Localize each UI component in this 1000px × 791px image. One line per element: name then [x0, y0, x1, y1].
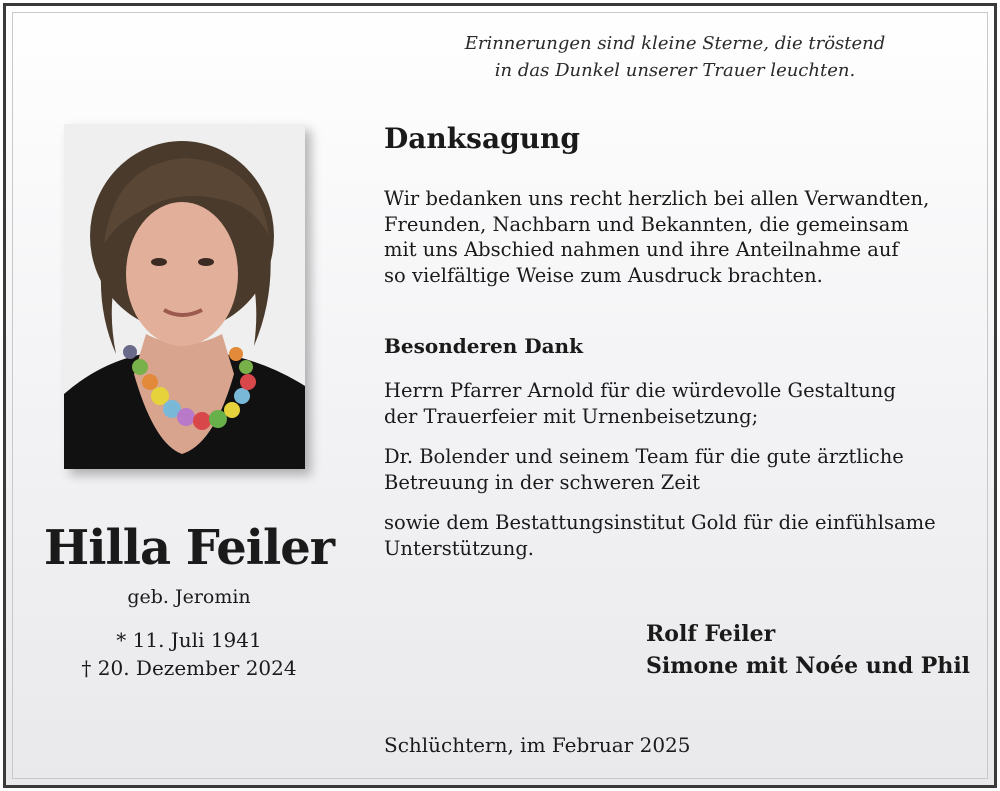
motto-line: in das Dunkel unserer Trauer leuchten.	[494, 60, 856, 81]
thanks-pastor	[384, 378, 984, 429]
text-line: Wir bedanken uns recht herzlich bei allen Verwandten,	[384, 187, 930, 210]
signer-name: Rolf Feiler	[646, 621, 776, 647]
signer-name: Simone mit Noée und Phil	[646, 653, 971, 679]
text-line: Betreuung in der schweren Zeit	[384, 470, 700, 494]
intro-paragraph	[384, 186, 984, 288]
text-line: so vielfältige Weise zum Ausdruck brachten.	[384, 263, 823, 287]
thanks-doctor	[384, 444, 984, 495]
deceased-name: Hilla Feiler	[43, 520, 335, 576]
text-line: mit uns Abschied nahmen und ihre Anteilnahme auf	[384, 238, 899, 261]
special-thanks-heading: Besonderen Dank	[384, 334, 583, 358]
thanks-heading: Danksagung	[384, 122, 580, 155]
text-line: Herrn Pfarrer Arnold für die würdevolle Gestaltung	[384, 379, 896, 402]
portrait-photo	[64, 124, 305, 469]
motto-line: Erinnerungen sind kleine Sterne, die tröstend	[464, 33, 886, 54]
motto-quote	[440, 30, 910, 84]
text-line: Freunden, Nachbarn und Bekannten, die gemeinsam	[384, 212, 909, 236]
text-line: Dr. Bolender und seinem Team für die gute ärztliche	[384, 445, 904, 468]
birth-date: * 11. Juli 1941	[116, 628, 262, 652]
death-date: † 20. Dezember 2024	[81, 656, 297, 680]
signers-block	[646, 618, 970, 682]
text-line: sowie dem Bestattungsinstitut Gold für die einfühlsame	[384, 511, 936, 534]
text-line: Unterstützung.	[384, 536, 535, 560]
text-line: der Trauerfeier mit Urnenbeisetzung;	[384, 404, 759, 428]
birth-name: geb. Jeromin	[127, 586, 251, 608]
place-date: Schlüchtern, im Februar 2025	[384, 733, 691, 757]
thanks-funeral-home	[384, 510, 984, 561]
